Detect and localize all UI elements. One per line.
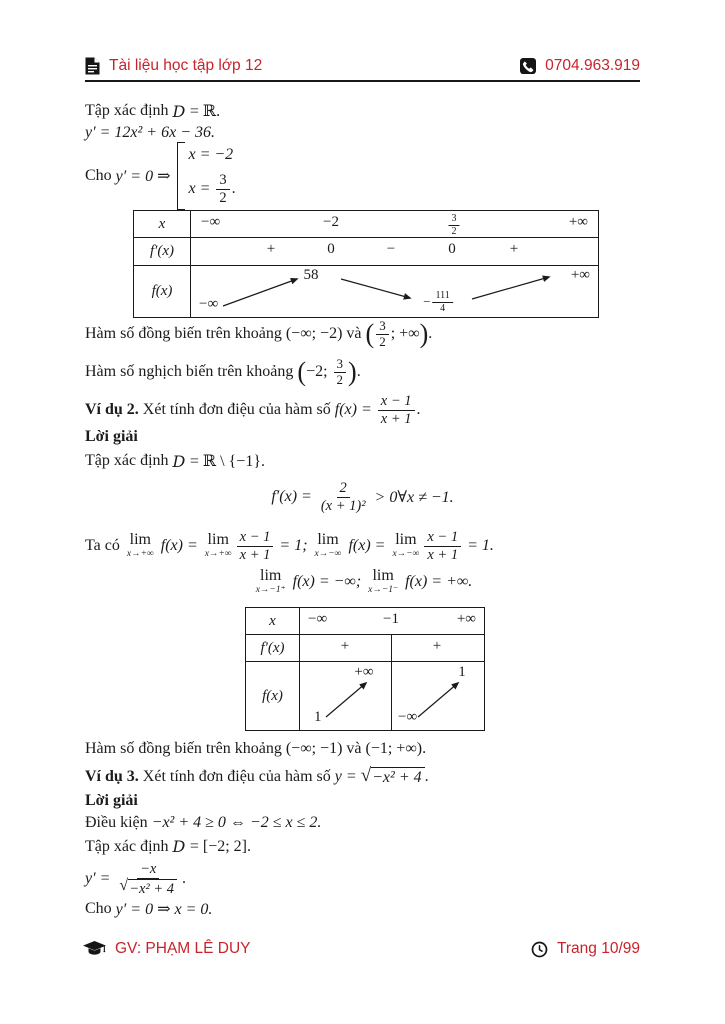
- col-header-f: f(x): [134, 266, 191, 317]
- fraction: $\frac{3}{2}$: [334, 357, 347, 387]
- header-phone: 0704.963.919: [545, 57, 640, 74]
- script-d-symbol: D: [172, 451, 186, 471]
- example-3-statement: Ví dụ 3. Xét tính đơn điệu của hàm số y = √ −x² + 4 .: [85, 765, 429, 786]
- footer-right: [531, 940, 640, 958]
- limit-operator: lim x→−1⁺: [255, 567, 286, 596]
- math-text: y′ = 12x² + 6x − 36.: [85, 124, 215, 141]
- arrow-down-icon: [341, 279, 410, 298]
- text: = ℝ.: [185, 103, 221, 120]
- table-row-f: [246, 661, 484, 730]
- limit-operator: lim x→+∞: [204, 531, 232, 560]
- fraction: $\frac{3}{2}$: [216, 172, 229, 205]
- header-title: Tài liệu học tập lớp 12: [109, 57, 263, 74]
- x-value: −2: [323, 214, 339, 230]
- increasing-sentence-1: Hàm số đồng biến trên khoảng (−∞; −2) và ( $\frac{3}{2}$ ; +∞ ) .: [85, 317, 433, 349]
- variation-arrows: [300, 662, 483, 730]
- footer-teacher: GV: PHẠM LÊ DUY: [115, 940, 251, 957]
- square-root: √ −x² + 4: [361, 767, 425, 787]
- limits-line-2: lim x→−1⁺ f(x) = −∞; lim x→−1⁻ f(x) = +∞.: [255, 567, 473, 596]
- table-row-fprime: [246, 634, 484, 661]
- domain-line-3: Tập xác định D = [−2; 2].: [85, 837, 252, 856]
- example-2-label: Ví dụ 2.: [85, 401, 139, 418]
- text: Tập xác định: [85, 102, 173, 119]
- x-value: −∞: [201, 214, 221, 230]
- sign: 0: [327, 241, 335, 257]
- cho-cases-line: [85, 146, 236, 206]
- f-limit: −∞: [199, 296, 219, 312]
- limit-operator: lim x→−∞: [392, 531, 420, 560]
- decreasing-sentence-1: Hàm số nghịch biến trên khoảng ( −2; $\frac{3}{2}$ ) .: [85, 355, 361, 387]
- fraction: $\frac{2}{\text{(x + 1)²}}$: [320, 480, 366, 514]
- f-limit: +∞: [354, 664, 374, 680]
- header-left: [85, 57, 262, 75]
- math-text: y′ = 0 ⇒: [115, 168, 171, 185]
- header-rule: [85, 80, 640, 82]
- f-max-value: 58: [303, 267, 319, 283]
- f-limit: −∞: [398, 709, 418, 725]
- table-row-x: [134, 211, 598, 237]
- fraction: $\frac{x - 1}{x + 1}$: [237, 529, 274, 562]
- header-right: [520, 57, 640, 75]
- square-root: √ −x² + 4: [119, 879, 177, 897]
- arrow-up-icon: [223, 279, 297, 306]
- case-1: x = −2: [188, 146, 234, 164]
- cho-line-3: Cho y′ = 0 ⇒ x = 0.: [85, 900, 213, 918]
- domain-line-2: Tập xác định D = ℝ \ {−1}.: [85, 451, 266, 471]
- col-header-f: f(x): [246, 662, 300, 730]
- arrow-up-icon: [326, 683, 366, 717]
- sign: −: [386, 241, 396, 257]
- big-paren-open: (: [297, 356, 307, 387]
- x-value-fraction: $\frac{3}{2}$: [449, 213, 460, 237]
- f-start-value: 1: [314, 709, 322, 725]
- graduation-cap-icon: [83, 941, 106, 957]
- increasing-sentence-2: Hàm số đồng biến trên khoảng (−∞; −1) và (−1; +∞).: [85, 740, 427, 757]
- text: Cho: [85, 167, 116, 184]
- fraction: −x √ −x² + 4: [116, 861, 180, 896]
- derivative-equation-2: f′(x) = $\frac{2}{\text{(x + 1)²}}$ > 0∀x ≠ −1.: [271, 480, 454, 514]
- col-header-x: x: [246, 608, 300, 634]
- limit-operator: lim x→+∞: [126, 531, 154, 560]
- script-d-symbol: D: [172, 101, 186, 121]
- x-value: +∞: [456, 611, 476, 627]
- big-paren-close: ): [348, 356, 357, 387]
- sign: +: [340, 638, 350, 654]
- x-value: −1: [383, 611, 399, 627]
- big-paren-close: ): [419, 318, 429, 349]
- col-header-fprime: f′(x): [134, 238, 191, 265]
- variation-arrows: [191, 266, 597, 317]
- solution-heading-3: Lời giải: [85, 792, 138, 809]
- f-min-value: − $\frac{111}{4}$: [423, 290, 455, 314]
- footer-page-number: Trang 10/99: [556, 940, 640, 957]
- derivative-line-1: [85, 124, 215, 142]
- limit-operator: lim x→−1⁻: [368, 567, 399, 596]
- x-value: −∞: [308, 611, 328, 627]
- phone-icon: [520, 58, 536, 74]
- cases-bracket: [177, 142, 235, 209]
- x-value: +∞: [568, 214, 588, 230]
- derivative-line-3: y′ = −x √ −x² + 4 .: [85, 861, 187, 897]
- arrow-up-icon: [418, 683, 458, 717]
- example-2-statement: Ví dụ 2. Xét tính đơn điệu của hàm số f(x) = $\frac{x - 1}{x + 1}$ .: [85, 393, 421, 427]
- table-row-x: [246, 608, 484, 634]
- variation-table-1: [133, 210, 599, 318]
- asymptote-divider: [391, 635, 392, 661]
- document-icon: [85, 57, 100, 75]
- limits-line-1: Ta có lim x→+∞ f(x) = lim x→+∞ $\frac{x - 1}{x + 1}$ = 1; lim x→−∞ f(x) = lim x→−∞ $\frac{x - 1}{x + 1}$ = 1.: [85, 529, 494, 563]
- fraction: $\frac{x - 1}{x + 1}$: [424, 529, 461, 562]
- f-limit: +∞: [570, 267, 590, 283]
- case-2: x = $\frac{3}{2}$ .: [188, 172, 236, 206]
- arrow-up-icon: [472, 277, 549, 299]
- table-row-fprime: [134, 237, 598, 265]
- big-paren-open: (: [365, 318, 375, 349]
- table-row-f: [134, 265, 598, 317]
- variation-table-2: [245, 607, 485, 731]
- solution-heading-2: Lời giải: [85, 428, 138, 445]
- sign: +: [266, 241, 276, 257]
- domain-line-1: [85, 101, 220, 121]
- col-header-x: x: [134, 211, 191, 237]
- col-header-fprime: f′(x): [246, 635, 300, 661]
- f-end-value: 1: [458, 664, 466, 680]
- fraction: $\frac{3}{2}$: [376, 319, 389, 349]
- footer-left: [83, 940, 251, 958]
- example-3-label: Ví dụ 3.: [85, 768, 139, 785]
- clock-icon: [531, 941, 548, 958]
- script-d-symbol: D: [172, 837, 186, 856]
- fraction: $\frac{x - 1}{x + 1}$: [378, 393, 415, 426]
- limit-operator: lim x→−∞: [314, 531, 342, 560]
- sign: +: [509, 241, 519, 257]
- sign: 0: [448, 241, 456, 257]
- condition-line: Điều kiện −x² + 4 ≥ 0 ⇔ −2 ≤ x ≤ 2.: [85, 814, 322, 831]
- sign: +: [432, 638, 442, 654]
